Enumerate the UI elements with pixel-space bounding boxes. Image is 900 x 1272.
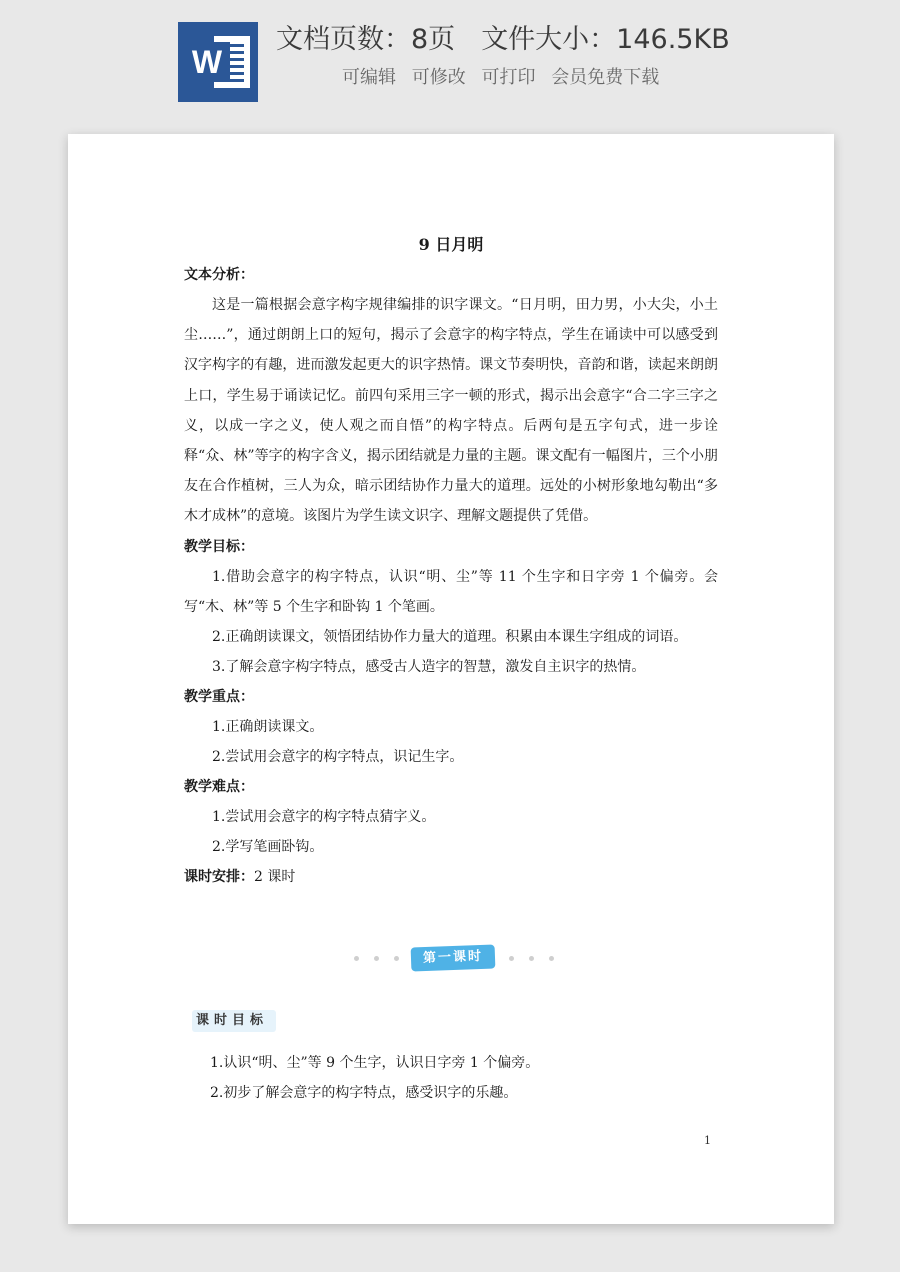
feature-member-download[interactable]: 会员免费下载: [551, 67, 660, 88]
difficulty-item: 1.尝试用会意字的构字特点猜字义。: [212, 808, 436, 825]
lesson-goal-tag: 课时目标: [192, 1010, 276, 1032]
feature-modifiable: 可修改: [411, 67, 466, 88]
header-banner: [0, 0, 900, 118]
lesson-goal-item: 2.初步了解会意字的构字特点，感受识字的乐趣。: [210, 1085, 518, 1101]
key-points-heading: 教学重点：: [184, 688, 254, 705]
feature-list: [342, 64, 659, 92]
goal-item: 2.正确朗读课文，领悟团结协作力量大的道理。积累由本课生字组成的词语。: [212, 628, 688, 645]
file-info-title: [276, 20, 730, 60]
analysis-paragraph: 这是一篇根据会意字构字规律编排的识字课文。“日月明，田力男，小大尖，小土尘……”，通过朗朗上口的短句，揭示了会意字的构字特点，学生在诵读中可以感受到汉字构字的有趣，进而激发起更大的识字热情。课文节奏明快，音韵和谐，读起来朗朗上口，学生易于诵读记忆。前四句采用三字一顿的形式，揭示出会意字“合二字三字之义，以成一字之义，使人观之而自悟”的构字特点。后两句是五字句式，进一步诠释“众、林”等字的构字含义，揭示团结就是力量的主题。课文配有一幅图片，三个小朋友在合作植树，三人为众，暗示团结协作力量大的道理。远处的小树形象地勾勒出“多木才成林”的意境。该图片为学生读文识字、理解文题提供了凭借。: [184, 297, 718, 525]
feature-editable: 可编辑: [342, 67, 396, 88]
divider-dot: [549, 956, 554, 961]
word-document-icon: [178, 22, 258, 102]
key-point-item: 1.正确朗读课文。: [212, 718, 324, 735]
document-page: [68, 134, 834, 1224]
difficulty-item: 2.学写笔画卧钩。: [212, 838, 324, 855]
goal-item: 1.借助会意字的构字特点，认识“明、尘”等 11 个生字和日字旁 1 个偏旁。会写“木、林”等 5 个生字和卧钩 1 个笔画。: [184, 568, 718, 615]
page-count: 文档页数：8页: [276, 24, 456, 55]
difficulties-heading: 教学难点：: [184, 778, 254, 795]
lesson-goals: [210, 1048, 710, 1108]
goals-heading: 教学目标：: [184, 538, 254, 555]
divider-dot: [394, 956, 399, 961]
schedule-label: 课时安排：: [184, 868, 254, 885]
divider-dot: [529, 956, 534, 961]
lesson-goal-item: 1.认识“明、尘”等 9 个生字，认识日字旁 1 个偏旁。: [210, 1055, 540, 1071]
lesson-badge: 第一课时: [411, 945, 496, 972]
divider-dot: [354, 956, 359, 961]
schedule-line: [184, 862, 718, 892]
file-size: 文件大小：146.5KB: [481, 24, 730, 55]
key-point-item: 2.尝试用会意字的构字特点，识记生字。: [212, 748, 464, 765]
document-content: [184, 230, 718, 892]
divider-dot: [374, 956, 379, 961]
word-letter: W: [184, 42, 230, 82]
divider-dot: [509, 956, 514, 961]
page-number: 1: [704, 1134, 711, 1147]
goal-item: 3.了解会意字构字特点，感受古人造字的智慧，激发自主识字的热情。: [212, 658, 646, 675]
schedule-value: 2 课时: [254, 868, 296, 885]
feature-printable: 可打印: [481, 67, 536, 88]
document-title: 9 日月明: [418, 235, 484, 254]
analysis-heading: 文本分析：: [184, 267, 254, 283]
lesson-divider: [354, 946, 554, 970]
